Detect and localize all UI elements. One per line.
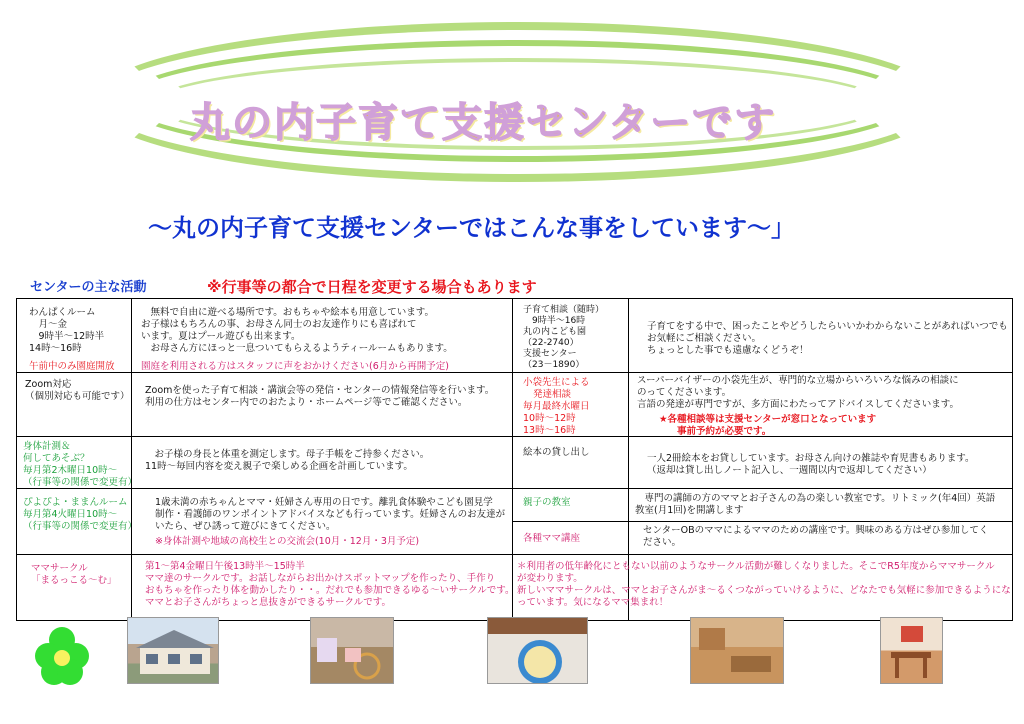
- consultation-desc: 子育てをする中で、困ったことやどうしたらいいかわからないことがあればいつでも お気軽にご相談ください。 ちょっとした事でも遠慮なくどうぞ！: [647, 321, 1008, 356]
- table-photo: [880, 617, 943, 684]
- building-photo: [127, 617, 219, 684]
- mama-course-desc: センターOBのママによるママのための講座です。興味のある方はぜひ参加してく ださい。: [643, 525, 989, 548]
- activity-table: [16, 298, 1013, 621]
- wooden-room-photo: [690, 617, 784, 684]
- mama-circle-desc: 第1～第4金曜日午後13時半～15時半 ママ達のサークルです。お話しながらお出かけスポットマップを作ったり、手作り おもちゃを作ったり体を動かしたり・・。だれでも参加できるゆる～いサークルです。 ママとお子さんがちょっと息抜きができるサークルです。: [145, 561, 515, 608]
- sign-photo: [487, 617, 588, 684]
- schedule-notice: ※行事等の都合で日程を変更する場合もあります: [207, 278, 537, 296]
- page-headline: ～丸の内子育て支援センターではこんな事をしています～」: [148, 214, 796, 242]
- mama-course-name: 各種ママ講座: [523, 533, 581, 544]
- parent-class-desc: 専門の講師の方のママとお子さんの為の楽しい教室です。リトミック(年4回）英語 教室(月1回)を開講します: [635, 493, 996, 516]
- wanpaku-room-desc: 無料で自由に遊べる場所です。おもちゃや絵本も用意しています。 お子様はもちろんの事、お母さん同士のお友達作りにも喜ばれて います。夏はプール遊びも出来ます。 お母さん方にほっと一息ついてもらえるようティールームもあります。 園庭を利用される方はスタッフに声をおかけください(6月から再開予定): [141, 307, 453, 372]
- parent-class-name: 親子の教室: [523, 497, 571, 508]
- playroom-photo: [310, 617, 394, 684]
- book-lending-desc: 一人2冊絵本をお貸ししています。お母さん向けの雑誌や育児書もあります。 （返却は貸し出しノート記入し、一週間以内で返却してください）: [647, 453, 975, 476]
- mama-circle-change-note: ＊利用者の低年齢化にともない以前のようなサークル活動が難しくなりました。そこでR5年度からママサークル が変わります。 新しいママサークルは、ママとお子さんがま～るくつながっていけるように、どなたでも気軽に参加できるようにな っています。気になるママ集まれ！: [517, 561, 1011, 608]
- piyopiyo-room-desc: 1歳未満の赤ちゃんとママ・妊婦さん専用の日です。離乳食体験やこども園見学 制作・看護師のワンポイントアドバイスなども行っています。妊婦さんのお友達が いたら、ぜひ誘って遊びにきてください。 ※身体計測や地域の高校生との交流会(10月・12月・3月予定): [155, 497, 506, 547]
- zoom-name: Zoom対応 （個別対応も可能です）: [25, 379, 130, 402]
- body-measure-name: 身体計測＆ 何してあそぶ？ 毎月第2木曜日10時～ （行事等の関係で変更有）: [23, 441, 138, 488]
- development-consult-desc: スーパーバイザーの小袋先生が、専門的な立場からいろいろな悩みの相談に のってくださいます。 言語の発達が専門ですが、多方面にわたってアドバイスしてくださいます。 ★各種相談等は支援センターが窓口となっています 事前予約が必要です。: [637, 375, 959, 437]
- development-consult-name: 小袋先生による 発達相談 毎月最終水曜日 10時～12時 13時～16時: [523, 377, 590, 436]
- section-label: センターの主な活動: [30, 280, 147, 295]
- banner-title: 丸の内子育て支援センターです: [190, 100, 777, 146]
- body-measure-desc: お子様の身長と体重を測定します。母子手帳をご持参ください。 11時～毎回内容を変え親子で楽しめる企画を計画しています。: [145, 449, 430, 472]
- mama-circle-name: ママサークル 「まるっこる～む」: [31, 563, 117, 586]
- flower-icon: [34, 626, 90, 686]
- wanpaku-room-name: わんぱくルーム 月～金 9時半～12時半 14時～16時 午前中のみ園庭開放: [29, 307, 115, 372]
- consultation-name: 子育て相談（随時） 9時半～16時 丸の内こども園 （22-2740） 支援センター （23－1890）: [523, 305, 605, 370]
- zoom-desc: Zoomを使った子育て相談・講演会等の発信・センターの情報発信等を行います。 利用の仕方はセンター内でのおたより・ホームページ等でご確認ください。: [145, 385, 495, 408]
- piyopiyo-room-name: ぴよぴよ・ままんルーム 毎月第4火曜日10時～ （行事等の関係で変更有）: [23, 497, 138, 532]
- book-lending-name: 絵本の貸し出し: [523, 447, 590, 458]
